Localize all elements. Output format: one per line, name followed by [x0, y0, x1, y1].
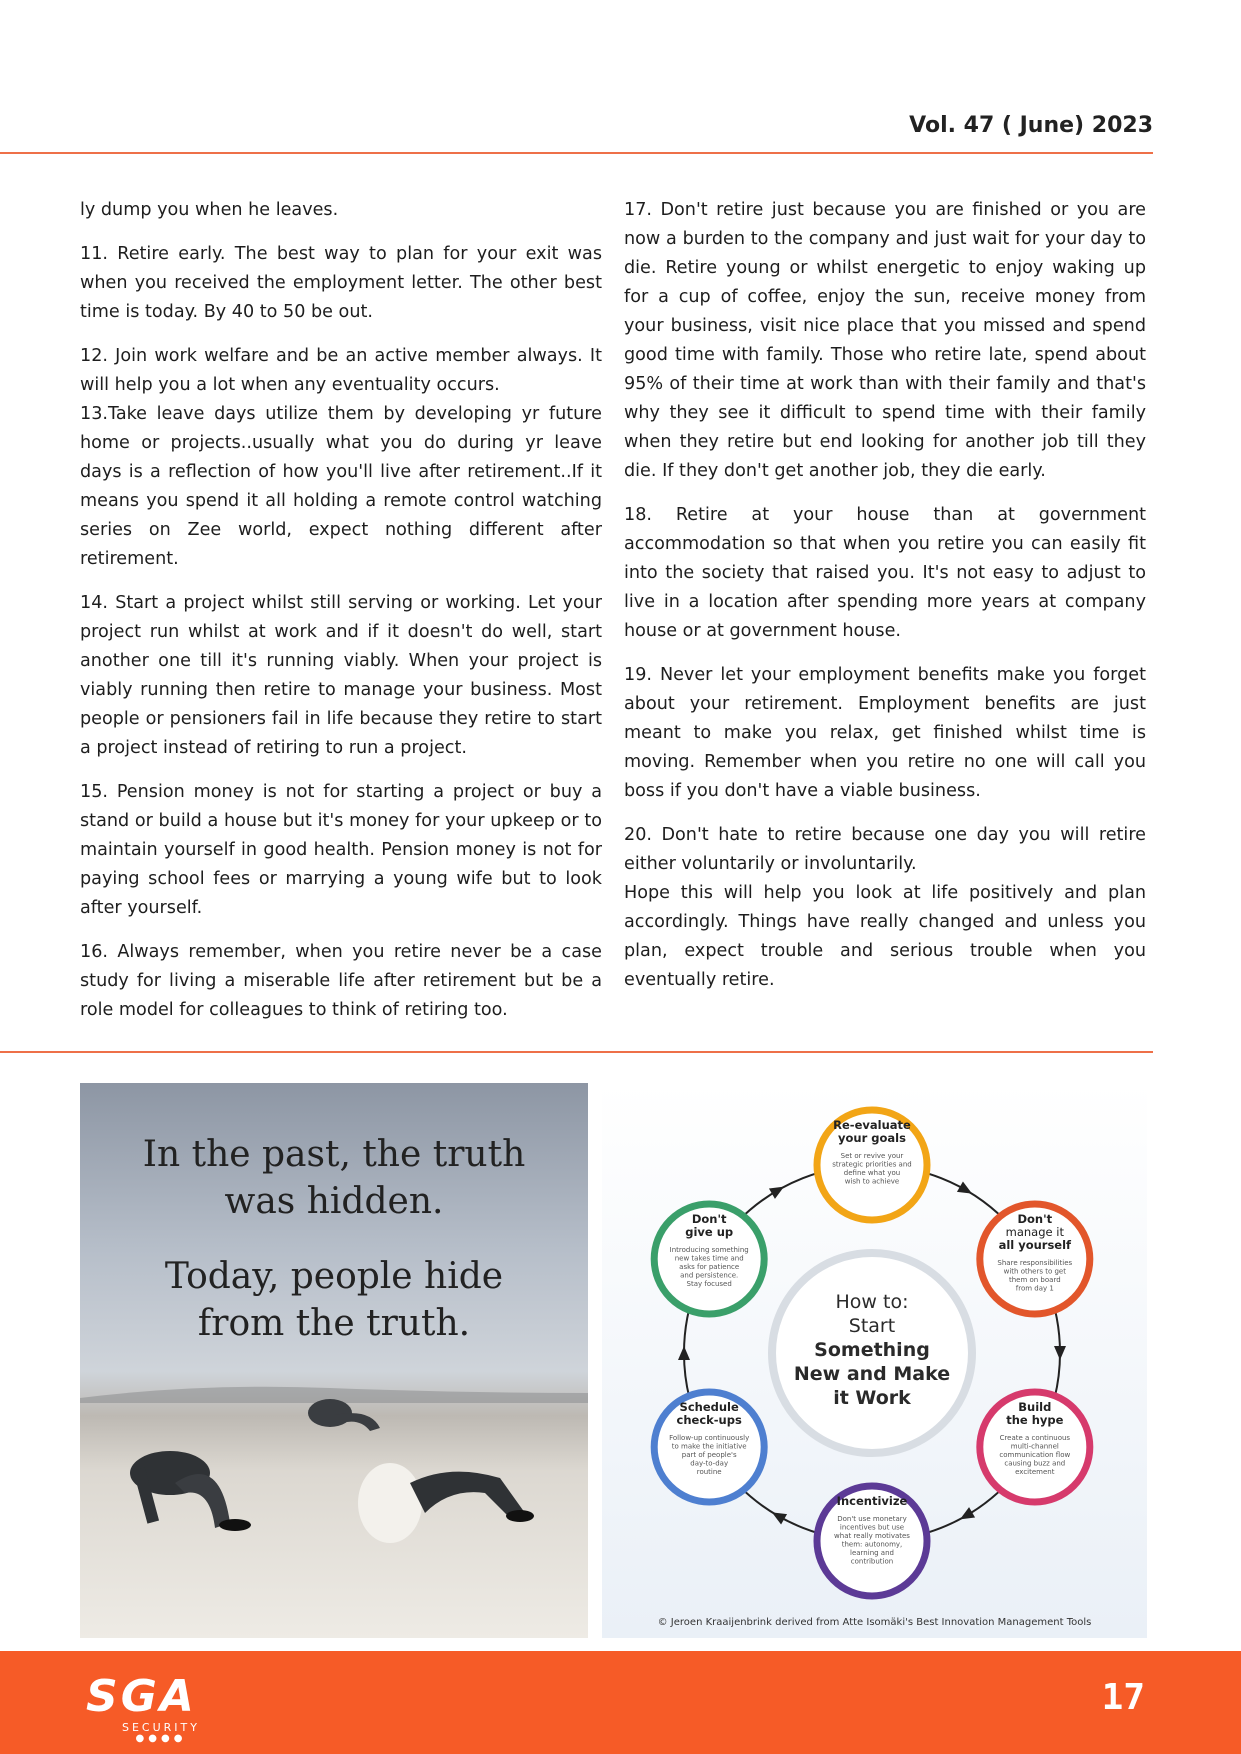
top-rule	[0, 152, 1153, 154]
step-title: give up	[685, 1225, 734, 1239]
step-title: Don't	[691, 1212, 727, 1226]
step-title: Re-evaluate	[833, 1118, 911, 1132]
paragraph: 15. Pension money is not for starting a project or buy a stand or build a house but it's money for your upkeep or to maintain yourself in good health. Pension money is not for paying school fees or marrying a young wife but to look after yourself.	[80, 782, 602, 918]
step-description: define what you	[843, 1169, 901, 1177]
step-description: communication flow	[999, 1451, 1071, 1459]
step-description: Stay focused	[686, 1280, 732, 1288]
step-title: Schedule	[679, 1400, 739, 1414]
paragraph: 11. Retire early. The best way to plan for your exit was when you received the employment letter. The other best time is today. By 40 to 50 be out.	[80, 244, 602, 322]
quote-line: was hidden.	[224, 1181, 444, 1222]
paragraph: Hope this will help you look at life positively and plan accordingly. Things have really changed and unless you plan, expect trouble and serious trouble when you eventually retire.	[624, 883, 1146, 990]
step-description: from day 1	[1015, 1284, 1054, 1293]
cycle-arrow	[957, 1507, 975, 1524]
page-number: 17	[1101, 1677, 1145, 1718]
step-description: Share responsibilities	[997, 1259, 1073, 1267]
quote-line: In the past, the truth	[142, 1134, 526, 1175]
center-text: it Work	[833, 1387, 911, 1409]
paragraph: 17. Don't retire just because you are finished or you are now a burden to the company and just wait for your day to die. Retire young or whilst energetic to enjoy waking up for a cup of coffee, enjoy the sun, receive money from your business, visit nice place that you missed and spend good time with family. Those who retire late, spend about 95% of their time at work than with their family and that's why they see it difficult to spend time with their family when they retire but end looking for another job till they die. If they don't get another job, they die early.	[624, 200, 1146, 481]
step-description: Don't use monetary	[837, 1515, 907, 1523]
cycle-arrow	[769, 1181, 787, 1198]
logo-subtext: SECURITY	[122, 1721, 200, 1734]
paragraph: 13.Take leave days utilize them by developing yr future home or projects..usually what you do during yr leave days is a reflection of how you'll live after retirement..If it means you spend it all holding a remote control watching series on Zee world, expect nothing different after retirement.	[80, 404, 602, 569]
footer-bar	[0, 1651, 1241, 1754]
step-description: routine	[696, 1468, 722, 1476]
cycle-diagram	[602, 1083, 1147, 1638]
step-description: multi-channel	[1010, 1442, 1059, 1451]
step-description: part of people's	[681, 1451, 737, 1459]
step-description: incentives but use	[839, 1523, 905, 1532]
center-text: New and Make	[793, 1363, 951, 1385]
left-text-column	[80, 196, 602, 1040]
paragraph: ly dump you when he leaves.	[80, 200, 339, 220]
step-title: all yourself	[998, 1238, 1072, 1252]
step-description: Follow-up continuously	[669, 1434, 750, 1442]
paragraph: 20. Don't hate to retire because one day you will retire either voluntarily or involuntarily.	[624, 825, 1146, 874]
quote-line: Today, people hide	[164, 1256, 504, 1297]
logo-wordmark: SGA	[86, 1671, 197, 1722]
logo-dots: ●●●●	[135, 1733, 187, 1744]
step-description: asks for patience	[679, 1263, 740, 1271]
step-description: learning and	[850, 1549, 894, 1557]
step-description: with others to get	[1003, 1267, 1066, 1276]
sga-logo	[86, 1671, 256, 1744]
step-description: and persistence.	[680, 1271, 739, 1280]
step-description: strategic priorities and	[832, 1160, 912, 1169]
step-description: them: autonomy,	[841, 1540, 903, 1549]
cycle-arrow	[769, 1507, 787, 1524]
step-description: causing buzz and	[1004, 1459, 1066, 1468]
step-description: excitement	[1015, 1468, 1055, 1476]
paragraph: 18. Retire at your house than at government accommodation so that when you retire you can easily fit into the society that raised you. It's not easy to adjust to live in a location after spending more years at company house or at government house.	[624, 505, 1146, 641]
step-title: check-ups	[676, 1413, 742, 1427]
step-title: the hype	[1006, 1413, 1064, 1427]
step-title: your goals	[838, 1131, 906, 1145]
paragraph: 12. Join work welfare and be an active member always. It will help you a lot when any eventuality occurs.	[80, 346, 602, 395]
quote-line: from the truth.	[197, 1303, 471, 1344]
cycle-arrow	[957, 1181, 975, 1198]
middle-rule	[0, 1051, 1153, 1053]
step-description: wish to achieve	[844, 1177, 900, 1186]
step-description: to make the initiative	[671, 1442, 747, 1451]
diagram-caption: © Jeroen Kraaijenbrink derived from Atte Isomäki's Best Innovation Management Tools	[657, 1617, 1092, 1628]
step-description: day-to-day	[690, 1459, 729, 1468]
step-title: manage it	[1005, 1225, 1064, 1239]
right-text-column	[624, 196, 1146, 1010]
start-something-new-diagram	[602, 1083, 1147, 1638]
center-text: Something	[814, 1339, 930, 1361]
cycle-arrow	[678, 1346, 690, 1360]
truth-quote-image	[80, 1083, 588, 1638]
step-description: Set or revive your	[840, 1152, 904, 1160]
step-title: Incentivize	[836, 1494, 908, 1508]
paragraph: 14. Start a project whilst still serving or working. Let your project run whilst at work and if it doesn't do well, start another one till it's running viably. When your project is viably running then retire to manage your business. Most people or pensioners fail in life because they retire to start a project instead of retiring to run a project.	[80, 593, 602, 758]
step-description: what really motivates	[834, 1532, 910, 1540]
center-text: How to:	[835, 1291, 909, 1313]
paragraph: 16. Always remember, when you retire never be a case study for living a miserable life after retirement but be a role model for colleagues to think of retiring too.	[80, 942, 602, 1020]
step-title: Don't	[1017, 1212, 1053, 1226]
center-text: Start	[848, 1315, 896, 1337]
people-in-sand-illustration	[80, 1083, 588, 1638]
paragraph: 19. Never let your employment benefits make you forget about your retirement. Employment benefits are just meant to make you relax, get finished whilst time is moving. Remember when you retire no one will call you boss if you don't have a viable business.	[624, 665, 1146, 801]
step-description: Introducing something	[669, 1246, 749, 1254]
step-description: them on board	[1008, 1276, 1061, 1284]
step-title: Build	[1018, 1400, 1052, 1414]
step-description: new takes time and	[674, 1254, 744, 1263]
volume-header: Vol. 47 ( June) 2023	[909, 113, 1153, 138]
cycle-arrow	[1054, 1346, 1066, 1360]
step-description: Create a continuous	[999, 1434, 1071, 1442]
step-description: contribution	[850, 1557, 894, 1566]
